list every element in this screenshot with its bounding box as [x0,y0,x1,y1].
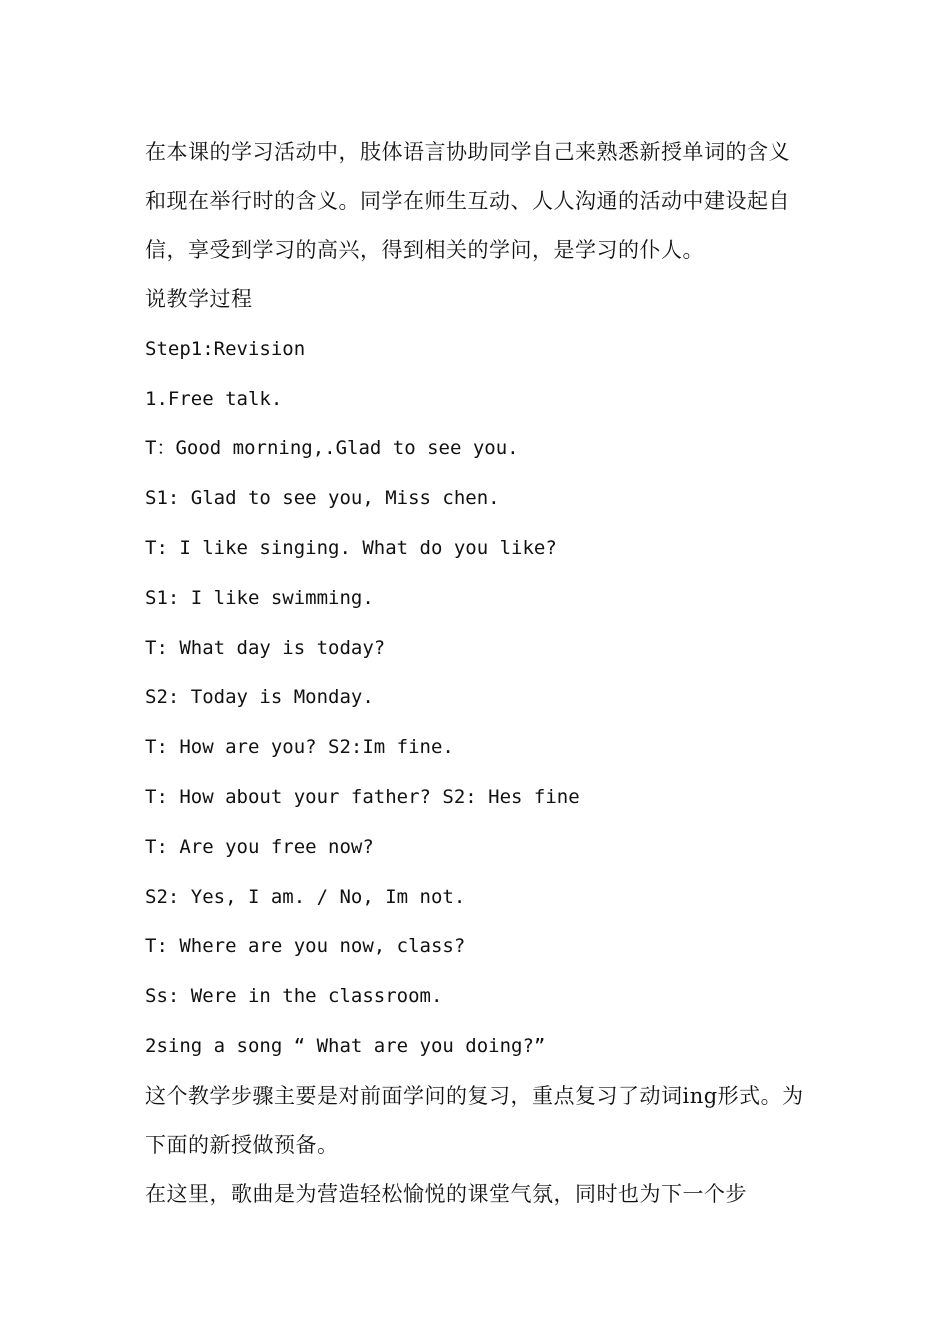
intro-paragraph: 在本课的学习活动中，肢体语言协助同学自己来熟悉新授单词的含义和现在举行时的含义。同学在师生互动、人人沟通的活动中建设起自信，享受到学习的高兴，得到相关的学问，是学习的仆人。 [145,140,790,262]
dialogue-line: T: I like singing. What do you like? [145,536,557,559]
dialogue-line: S2: Today is Monday. [145,686,374,709]
dialogue-line: S1: Glad to see you, Miss chen. [145,487,500,510]
closing-paragraph: 在这里，歌曲是为营造轻松愉悦的课堂气氛，同时也为下一个步 [145,1181,747,1206]
explanation-paragraph: 这个教学步骤主要是对前面学问的复习，重点复习了动词ing形式。为下面的新授做预备。 [145,1083,804,1157]
dialogue-line: T: What day is today? [145,636,386,659]
dialogue-line: T: How about your father? S2: Hes fine [145,785,580,808]
dialogue-line: T: How are you? S2:Im fine. [145,736,454,759]
document-body [145,128,810,1219]
dialogue-line: S2: Yes, I am. / No, Im not. [145,885,466,908]
section-heading: 说教学过程 [145,287,253,311]
dialogue-line: T: Where are you now, class? [145,935,466,958]
dialogue-line: T: Are you free now? [145,835,374,858]
dialogue-line: S1: I like swimming. [145,586,374,609]
dialogue-line: T：Good morning,.Glad to see you. [145,437,519,460]
dialogue-line: Ss: Were in the classroom. [145,985,443,1008]
activity-label: 1.Free talk. [145,387,283,410]
step-heading: Step1:Revision [145,337,306,360]
song-activity: 2sing a song “ What are you doing?” [145,1034,546,1057]
